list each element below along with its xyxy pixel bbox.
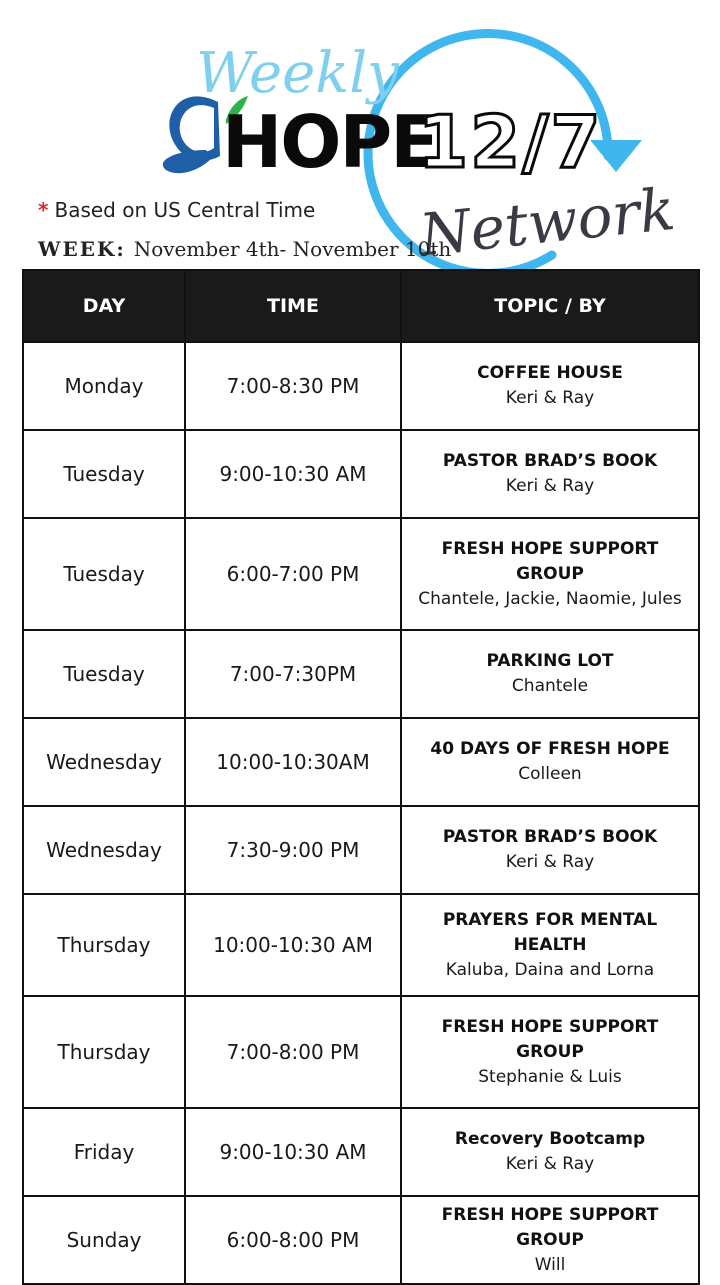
time-cell: 9:00-10:30 AM	[185, 430, 401, 518]
logo-network: Network	[416, 174, 679, 270]
topic-by: Stephanie & Luis	[478, 1066, 622, 1087]
topic-by: Keri & Ray	[505, 476, 595, 496]
column-header-time: TIME	[185, 270, 401, 342]
time-cell: 7:00-7:30PM	[185, 630, 401, 718]
table-row	[23, 630, 699, 718]
topic-title: FRESH HOPE SUPPORT GROUP	[441, 1204, 659, 1250]
note-text: Based on US Central Time	[54, 198, 316, 222]
topic-cell	[401, 1108, 699, 1196]
timezone-note	[38, 198, 315, 222]
time-cell: 6:00-8:00 PM	[185, 1196, 401, 1284]
day-cell: Tuesday	[23, 430, 185, 518]
column-header-day: DAY	[23, 270, 185, 342]
topic-cell	[401, 630, 699, 718]
week-dates: November 4th- November 10th	[133, 237, 452, 261]
logo-weekly: Weekly	[196, 41, 399, 106]
topic-cell	[401, 1196, 699, 1284]
topic-title: PASTOR BRAD’S BOOK	[442, 451, 658, 471]
day-cell: Thursday	[23, 894, 185, 996]
day-cell: Friday	[23, 1108, 185, 1196]
logo-number: 12/7	[418, 100, 603, 184]
topic-title: COFFEE HOUSE	[477, 363, 623, 383]
time-cell: 9:00-10:30 AM	[185, 1108, 401, 1196]
table-row	[23, 718, 699, 806]
table-row	[23, 1196, 699, 1284]
topic-title: Recovery Bootcamp	[454, 1129, 646, 1149]
topic-cell	[401, 342, 699, 430]
topic-cell	[401, 996, 699, 1108]
topic-cell	[401, 806, 699, 894]
time-cell: 7:00-8:30 PM	[185, 342, 401, 430]
topic-title: PRAYERS FOR MENTAL HEALTH	[442, 909, 658, 955]
day-cell: Sunday	[23, 1196, 185, 1284]
topic-cell	[401, 894, 699, 996]
topic-by: Colleen	[518, 764, 582, 784]
topic-title: FRESH HOPE SUPPORT GROUP	[441, 1016, 659, 1062]
week-label: WEEK:	[38, 237, 126, 261]
day-cell: Monday	[23, 342, 185, 430]
schedule-table	[22, 269, 700, 1285]
day-cell: Wednesday	[23, 718, 185, 806]
day-cell: Thursday	[23, 996, 185, 1108]
week-range	[38, 237, 451, 261]
topic-cell	[401, 430, 699, 518]
table-row	[23, 1108, 699, 1196]
table-row	[23, 430, 699, 518]
topic-title: PASTOR BRAD’S BOOK	[442, 827, 658, 847]
logo	[0, 0, 720, 270]
topic-by: Chantele, Jackie, Naomie, Jules	[418, 588, 682, 609]
column-header-topic: TOPIC / BY	[401, 270, 699, 342]
time-cell: 7:30-9:00 PM	[185, 806, 401, 894]
time-cell: 10:00-10:30AM	[185, 718, 401, 806]
topic-by: Keri & Ray	[505, 1154, 595, 1174]
day-cell: Tuesday	[23, 518, 185, 630]
topic-by: Chantele	[511, 676, 589, 696]
table-row	[23, 518, 699, 630]
day-cell: Tuesday	[23, 630, 185, 718]
note-asterisk: *	[38, 198, 49, 222]
topic-by: Will	[534, 1254, 566, 1275]
topic-title: PARKING LOT	[486, 651, 614, 671]
table-row	[23, 342, 699, 430]
table-row	[23, 806, 699, 894]
topic-cell	[401, 718, 699, 806]
topic-cell	[401, 518, 699, 630]
topic-title: FRESH HOPE SUPPORT GROUP	[441, 538, 659, 584]
header	[0, 0, 720, 270]
topic-title: 40 DAYS OF FRESH HOPE	[430, 739, 670, 759]
time-cell: 7:00-8:00 PM	[185, 996, 401, 1108]
topic-by: Keri & Ray	[505, 852, 595, 872]
time-cell: 6:00-7:00 PM	[185, 518, 401, 630]
table-row	[23, 894, 699, 996]
table-row	[23, 996, 699, 1108]
topic-by: Keri & Ray	[505, 388, 595, 408]
time-cell: 10:00-10:30 AM	[185, 894, 401, 996]
table-header-row	[23, 270, 699, 342]
day-cell: Wednesday	[23, 806, 185, 894]
logo-hope: HOPE	[222, 100, 438, 184]
topic-by: Kaluba, Daina and Lorna	[445, 959, 655, 980]
